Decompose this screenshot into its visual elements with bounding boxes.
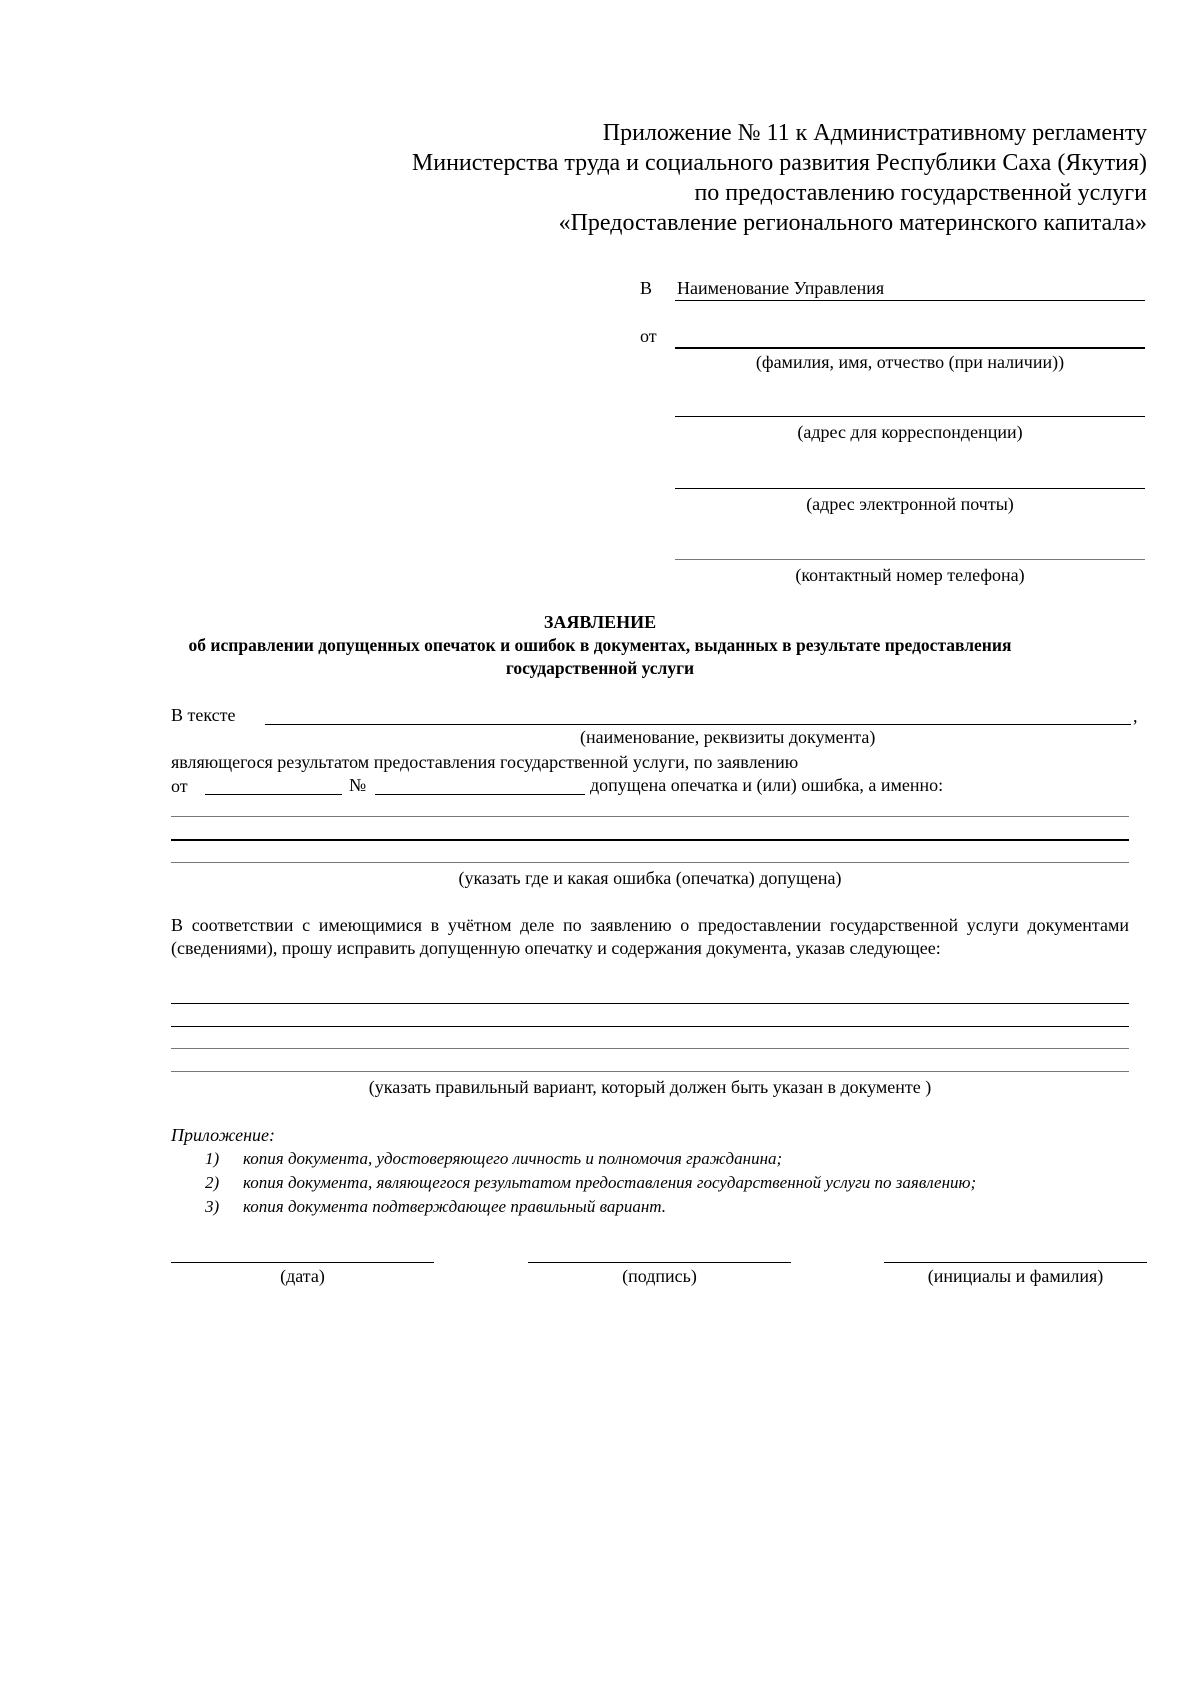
attachment-item [205,1171,976,1195]
error-description-line-1[interactable] [171,816,1129,817]
attachment-item [205,1195,976,1219]
phone-row [640,543,1145,593]
correspondence-address-caption: (адрес для корреспонденции) [797,422,1023,442]
error-intro-text: допущена опечатка и (или) ошибка, а именно: [590,775,944,795]
correct-variant-line-4[interactable] [171,1071,1129,1072]
document-subtitle-line-2: государственной услуги [505,658,695,678]
full-name-field-line[interactable] [675,347,1145,349]
in-text-label: В тексте [171,705,236,725]
correspondence-address-field-line[interactable] [675,416,1145,417]
correct-variant-line-3[interactable] [171,1048,1129,1049]
correct-variant-caption: (указать правильный вариант, который должен быть указан в документе ) [368,1077,932,1097]
header-line-1: Приложение № 11 к Административному регламенту [602,120,1147,146]
in-text-row [171,704,1129,726]
date-caption: (дата) [280,1266,325,1286]
attachments-list [205,1147,976,1219]
addressee-to-row [640,278,1145,308]
department-field-line[interactable] [675,300,1145,301]
document-header [412,118,1147,238]
correct-variant-line-2[interactable] [171,1026,1129,1027]
attachment-item-text: копия документа, являющегося результатом предоставления государственной услуги по заявлению; [243,1173,977,1192]
correction-request-paragraph: В соответствии с имеющимися в учётном деле по заявлению о предоставлении государственной услуги документами (сведениями), прошу исправить допущенную опечатку и содержания документа, указав следующее: [171,915,1129,958]
from-label: от [640,326,657,346]
signature-field-line[interactable] [528,1262,791,1263]
phone-caption: (контактный номер телефона) [795,565,1025,585]
document-title: ЗАЯВЛЕНИЕ [543,612,657,632]
header-line-2: Министерства труда и социального развития Республики Саха (Якутия) [411,150,1147,176]
document-subtitle-line-1: об исправлении допущенных опечаток и ошибок в документах, выданных в результате предоставления [188,635,1012,655]
attachments-heading: Приложение: [171,1125,276,1145]
attachment-item-number: 2) [205,1173,220,1192]
attachment-item-number: 3) [205,1197,220,1216]
attachment-item [205,1147,976,1171]
error-description-line-2[interactable] [171,839,1129,841]
full-name-caption: (фамилия, имя, отчество (при наличии)) [755,352,1065,372]
application-number-field-line[interactable] [375,794,585,795]
document-name-caption: (наименование, реквизиты документа) [580,727,876,747]
date-field-line[interactable] [171,1262,434,1263]
attachment-item-text: копия документа подтверждающее правильный вариант. [243,1197,666,1216]
document-name-field-line[interactable] [265,724,1131,725]
email-row [640,472,1145,522]
correspondence-address-row [640,400,1145,450]
email-field-line[interactable] [675,488,1145,489]
attachment-item-number: 1) [205,1149,220,1168]
to-label: В [640,278,653,298]
name-field-line[interactable] [884,1262,1147,1263]
name-caption: (инициалы и фамилия) [927,1266,1104,1286]
comma: , [1133,706,1138,726]
number-label: № [349,775,367,795]
application-date-field-line[interactable] [205,794,342,795]
signature-caption: (подпись) [622,1266,697,1286]
phone-field-line[interactable] [675,559,1145,560]
correct-variant-line-1[interactable] [171,1003,1129,1004]
attachment-item-text: копия документа, удостоверяющего личность и полномочия гражданина; [243,1149,783,1168]
from-date-label: от [171,776,188,796]
email-caption: (адрес электронной почты) [806,494,1014,514]
result-text: являющегося результатом предоставления государственной услуги, по заявлению [171,752,799,772]
error-description-line-3[interactable] [171,862,1129,863]
addressee-from-row [640,326,1145,386]
error-description-caption: (указать где и какая ошибка (опечатка) допущена) [458,868,842,888]
header-line-4: «Предоставление регионального материнского капитала» [558,210,1147,236]
department-name: Наименование Управления [677,278,885,298]
header-line-3: по предоставлению государственной услуги [694,180,1147,206]
